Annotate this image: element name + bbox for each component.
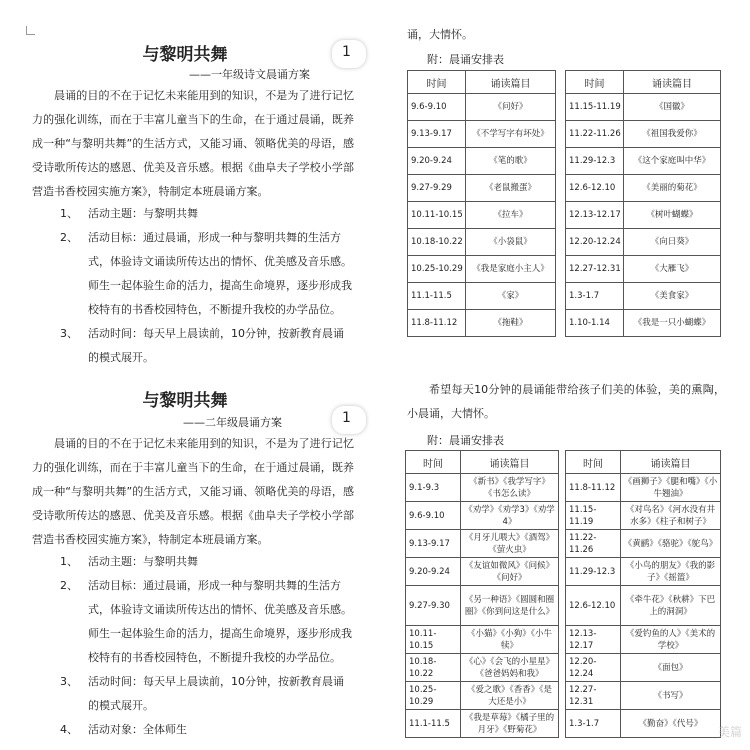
time-cell: 12.20-12.24 bbox=[566, 229, 624, 256]
time-cell: 10.25-10.29 bbox=[406, 682, 461, 710]
time-cell: 11.22-11.26 bbox=[566, 121, 624, 148]
time-cell: 9.20-9.24 bbox=[408, 148, 466, 175]
list-item-number: 1、 bbox=[60, 207, 78, 220]
time-cell: 9.1-9.3 bbox=[406, 474, 461, 502]
page-number: 1 bbox=[342, 410, 351, 426]
time-cell: 11.1-11.5 bbox=[406, 710, 461, 738]
list-item bbox=[60, 574, 354, 670]
time-cell: 9.20-9.24 bbox=[406, 558, 461, 586]
time-cell: 9.6-9.10 bbox=[408, 94, 466, 121]
time-cell: 11.15-11.19 bbox=[566, 502, 621, 530]
time-cell: 9.13-9.17 bbox=[406, 530, 461, 558]
title-cell: 《拖鞋》 bbox=[466, 310, 556, 337]
list-item bbox=[60, 202, 354, 226]
time-cell: 9.27-9.29 bbox=[408, 175, 466, 202]
closing-text: 诵，大情怀。 bbox=[407, 28, 473, 41]
list-item-number: 3、 bbox=[60, 327, 78, 340]
schedule-label: 附：晨诵安排表 bbox=[427, 434, 504, 447]
title-cell: 《美食家》 bbox=[624, 283, 721, 310]
list-item-text: 活动目标：通过晨诵，形成一种与黎明共舞的生活方式，体验诗文诵读所传达出的情怀、优美感及音乐感。师生一起体验生命的活力，提高生命境界，逐步形成我校特有的书香校园特色，不断提升我校的办学品位。 bbox=[88, 579, 352, 664]
list-item-number: 1、 bbox=[60, 555, 78, 568]
title-cell: 《劝学》《劝学3》《劝学4》 bbox=[461, 502, 559, 530]
intro-paragraph: 晨诵的目的不在于记忆未来能用到的知识，不是为了进行记忆力的强化训练，而在于丰富儿童当下的生命，在于通过晨诵，既养成一种“与黎明共舞”的生活方式，又能习诵、领略优美的母语，感受诗歌所传达的感恩、优美及音乐感。根据《曲阜夫子学校小学部营造书香校园实施方案》，特制定本班晨诵方案。 bbox=[32, 89, 354, 198]
page-number: 1 bbox=[342, 44, 351, 60]
list-item bbox=[60, 670, 354, 718]
list-item-text: 活动主题：与黎明共舞 bbox=[88, 207, 198, 220]
time-cell: 10.11-10.15 bbox=[408, 202, 466, 229]
title-cell: 《对鸟名》《河水没有井水多》《柱子和树子》 bbox=[621, 502, 721, 530]
time-cell: 10.18-10.22 bbox=[408, 229, 466, 256]
title-cell: 《我是家庭小主人》 bbox=[466, 256, 556, 283]
time-cell: 10.18-10.22 bbox=[406, 654, 461, 682]
list-item-text: 活动主题：与黎明共舞 bbox=[88, 555, 198, 568]
grade2-schedule-page bbox=[375, 378, 750, 750]
column-header: 诵读篇目 bbox=[461, 451, 559, 474]
list-item bbox=[60, 226, 354, 322]
time-cell: 12.27-12.31 bbox=[566, 256, 624, 283]
list-item-text: 活动目标：通过晨诵，形成一种与黎明共舞的生活方式，体验诗文诵读所传达出的情怀、优美感及音乐感。师生一起体验生命的活力，提高生命境界，逐步形成我校特有的书香校园特色，不断提升我校的办学品位。 bbox=[88, 231, 352, 316]
title-cell: 《美丽的菊花》 bbox=[624, 175, 721, 202]
column-header: 时间 bbox=[408, 71, 466, 94]
time-cell: 11.29-12.3 bbox=[566, 558, 621, 586]
title-cell: 《友谊如微风》《问候》《问好》 bbox=[461, 558, 559, 586]
closing-text: 希望每天10分钟的晨诵能带给孩子们美的体验，美的熏陶，小晨诵，大情怀。 bbox=[407, 383, 725, 420]
title-cell: 《家》 bbox=[466, 283, 556, 310]
column-header: 时间 bbox=[566, 451, 621, 474]
list-item bbox=[60, 550, 354, 574]
title-cell: 《新书》《我学写字》《书怎么读》 bbox=[461, 474, 559, 502]
time-cell: 10.11-10.15 bbox=[406, 626, 461, 654]
title-cell: 《画狮子》《腿和嘴》《小牛翘油》 bbox=[621, 474, 721, 502]
title-cell: 《爱之歌》《香香》《是大还是小》 bbox=[461, 682, 559, 710]
page-title: 与黎明共舞 bbox=[142, 45, 228, 65]
grade1-plan-page bbox=[0, 0, 370, 372]
title-cell: 《国徽》 bbox=[624, 94, 721, 121]
time-cell: 1.10-1.14 bbox=[566, 310, 624, 337]
list-item-number: 4、 bbox=[60, 723, 78, 736]
title-cell: 《老鼠搬蛋》 bbox=[466, 175, 556, 202]
grade2-plan-page bbox=[0, 378, 370, 750]
title-cell: 《勤奋》《代号》 bbox=[621, 710, 721, 738]
title-cell: 《这个家庭叫中华》 bbox=[624, 148, 721, 175]
time-cell: 12.20-12.24 bbox=[566, 654, 621, 682]
time-cell: 10.25-10.29 bbox=[408, 256, 466, 283]
time-cell: 9.27-9.30 bbox=[406, 586, 461, 626]
list-item bbox=[60, 718, 354, 742]
list-item-text: 活动时间：每天早上晨读前，10分钟，按新教育晨诵的模式展开。 bbox=[88, 327, 344, 364]
list-item bbox=[60, 322, 354, 370]
schedule-table-left bbox=[407, 70, 556, 337]
page-corner-mark bbox=[26, 26, 35, 35]
title-cell: 《我是一只小蝴蝶》 bbox=[624, 310, 721, 337]
schedule-table-right bbox=[565, 450, 721, 738]
list-item-text: 活动对象：全体师生 bbox=[88, 723, 187, 736]
watermark-logo: 美篇 bbox=[717, 725, 742, 739]
time-cell: 9.6-9.10 bbox=[406, 502, 461, 530]
title-cell: 《问好》 bbox=[466, 94, 556, 121]
title-cell: 《牵牛花》《秋耕》下巴上的洞洞》 bbox=[621, 586, 721, 626]
title-cell: 《黄鹂》《骆驼》《鸵鸟》 bbox=[621, 530, 721, 558]
time-cell: 11.15-11.19 bbox=[566, 94, 624, 121]
title-cell: 《书写》 bbox=[621, 682, 721, 710]
title-cell: 《树叶蝴蝶》 bbox=[624, 202, 721, 229]
title-cell: 《大雁飞》 bbox=[624, 256, 721, 283]
intro-paragraph: 晨诵的目的不在于记忆未来能用到的知识，不是为了进行记忆力的强化训练，而在于丰富儿童当下的生命，在于通过晨诵，既养成一种“与黎明共舞”的生活方式，又能习诵、领略优美的母语，感受诗歌所传达的感恩、优美及音乐感。根据《曲阜夫子学校小学部营造书香校园实施方案》，特制定本班晨诵方案。 bbox=[32, 437, 354, 546]
time-cell: 12.6-12.10 bbox=[566, 586, 621, 626]
list-item-number: 2、 bbox=[60, 579, 78, 592]
title-cell: 《另一种语》《圆圆和圈圈》《你到问这是什么》 bbox=[461, 586, 559, 626]
time-cell: 11.29-12.3 bbox=[566, 148, 624, 175]
time-cell: 12.13-12.17 bbox=[566, 202, 624, 229]
title-cell: 《面包》 bbox=[621, 654, 721, 682]
title-cell: 《不学写字有坏处》 bbox=[466, 121, 556, 148]
time-cell: 11.1-11.5 bbox=[408, 283, 466, 310]
title-cell: 《祖国我爱你》 bbox=[624, 121, 721, 148]
time-cell: 1.3-1.7 bbox=[566, 710, 621, 738]
time-cell: 11.8-11.12 bbox=[408, 310, 466, 337]
title-cell: 《爱钓鱼的人》《美术的学校》 bbox=[621, 626, 721, 654]
title-cell: 《我是草莓》《橘子里的月牙》《野菊花》 bbox=[461, 710, 559, 738]
column-header: 诵读篇目 bbox=[624, 71, 721, 94]
page-subtitle: ——二年级晨诵方案 bbox=[183, 416, 282, 429]
column-header: 时间 bbox=[566, 71, 624, 94]
column-header: 诵读篇目 bbox=[621, 451, 721, 474]
time-cell: 1.3-1.7 bbox=[566, 283, 624, 310]
time-cell: 9.13-9.17 bbox=[408, 121, 466, 148]
title-cell: 《向日葵》 bbox=[624, 229, 721, 256]
schedule-table-left bbox=[405, 450, 559, 738]
list-item-number: 2、 bbox=[60, 231, 78, 244]
title-cell: 《小猫》《小狗》《小牛犊》 bbox=[461, 626, 559, 654]
title-cell: 《月牙儿喂大》《酒驾》《萤火虫》 bbox=[461, 530, 559, 558]
column-header: 时间 bbox=[406, 451, 461, 474]
title-cell: 《小鸟的朋友》《我的影子》《摇篮》 bbox=[621, 558, 721, 586]
schedule-table-right bbox=[565, 70, 721, 337]
time-cell: 11.8-11.12 bbox=[566, 474, 621, 502]
time-cell: 12.6-12.10 bbox=[566, 175, 624, 202]
page-subtitle: ——一年级诗文晨诵方案 bbox=[189, 68, 310, 81]
title-cell: 《小袋鼠》 bbox=[466, 229, 556, 256]
list-item-number: 3、 bbox=[60, 675, 78, 688]
time-cell: 12.13-12.17 bbox=[566, 626, 621, 654]
column-header: 诵读篇目 bbox=[466, 71, 556, 94]
grade1-schedule-page bbox=[375, 0, 750, 372]
schedule-label: 附：晨诵安排表 bbox=[427, 53, 504, 66]
time-cell: 11.22-11.26 bbox=[566, 530, 621, 558]
list-item-text: 活动时间：每天早上晨读前，10分钟，按新教育晨诵的模式展开。 bbox=[88, 675, 344, 712]
page-title: 与黎明共舞 bbox=[142, 391, 228, 411]
title-cell: 《拉车》 bbox=[466, 202, 556, 229]
title-cell: 《笔的歌》 bbox=[466, 148, 556, 175]
title-cell: 《心》《会飞的小星星》《爸爸妈妈和我》 bbox=[461, 654, 559, 682]
time-cell: 12.27-12.31 bbox=[566, 682, 621, 710]
